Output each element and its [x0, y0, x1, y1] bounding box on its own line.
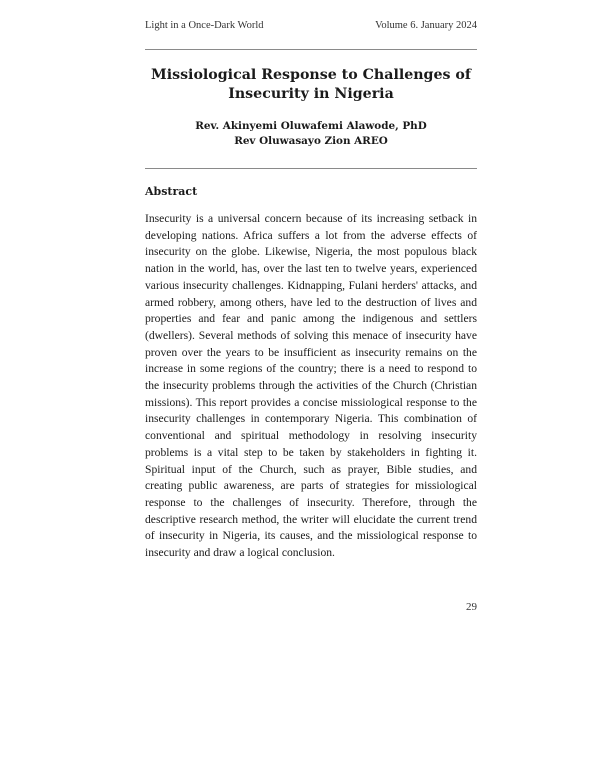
header-divider — [145, 49, 477, 50]
running-head — [145, 20, 477, 34]
page-number: 29 — [466, 601, 477, 613]
author-name: Rev. Akinyemi Oluwafemi Alawode, PhD — [195, 120, 427, 132]
abstract-heading: Abstract — [145, 185, 198, 198]
abstract-body: Insecurity is a universal concern because of its increasing setback in developing nations. Africa suffers a lot from the adverse effects of insecurity on the globe. Likewise, Nigeria, the most populous black nation in the world, has, over the last ten to twelve years, experienced various insecurity challenges. Kidnapping, Fulani herders' attacks, and armed robbery, among others, have led to the destruction of lives and properties and fear and panic among the indigenous and settlers (dwellers). Several methods of solving this menace of insecurity have proven over the years to be insufficient as insecurity remains on the increase in some regions of the country; there is a need to respond to the insecurity problems through the activities of the Church (Christian missions). This report provides a concise missiological response to the insecurity challenges in contemporary Nigeria. This combination of conventional and spiritual methodology in resolving insecurity problems is a vital step to be taken by stakeholders in fighting it. Spiritual input of the Church, such as prayer, Bible studies, and creating public awareness, are parts of strategies for missiological response to the challenges of insecurity. Therefore, through the descriptive research method, the writer will elucidate the current trend of insecurity in Nigeria, its causes, and the missiological response to insecurity and draw a logical conclusion. — [145, 212, 477, 560]
author-name: Rev Oluwasayo Zion AREO — [234, 135, 388, 147]
author-list — [145, 119, 477, 149]
journal-title: Light in a Once-Dark World — [145, 20, 264, 31]
issue-info: Volume 6. January 2024 — [375, 20, 477, 31]
section-divider — [145, 168, 477, 169]
article-title: Missiological Response to Challenges of Insecurity in Nigeria — [150, 67, 471, 102]
